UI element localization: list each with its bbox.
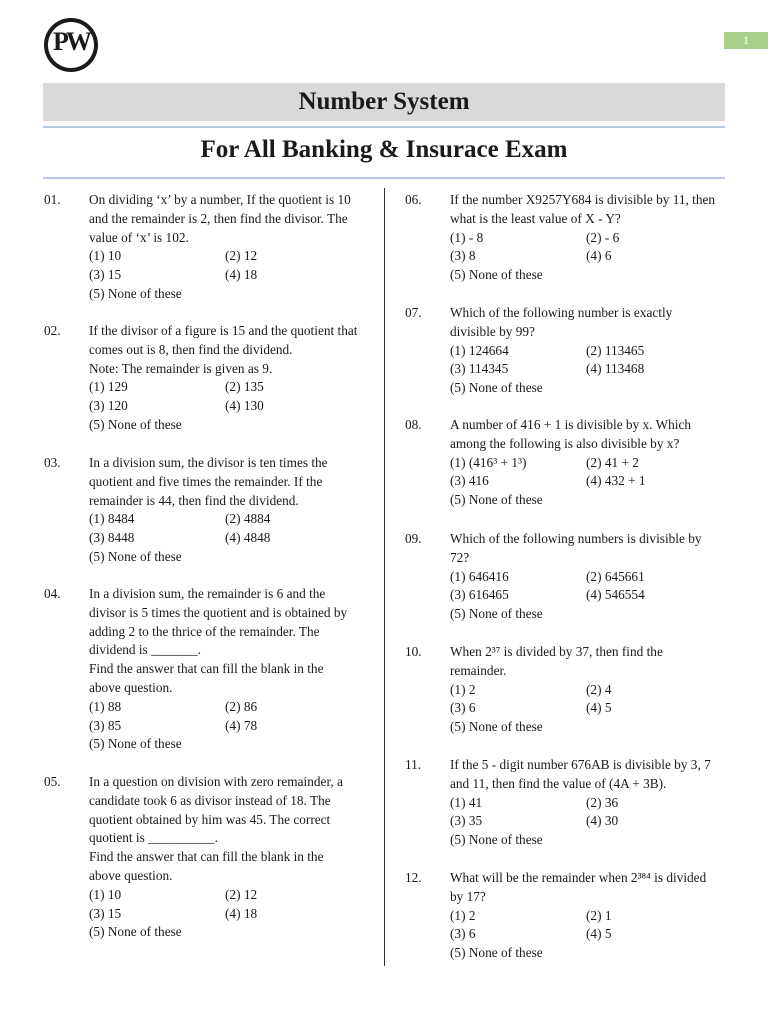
question-text-line: and the remainder is 2, then find the divisor. The	[89, 210, 348, 226]
answer-option: (3) 6	[450, 700, 476, 716]
option-row	[450, 944, 722, 963]
question-number: 02.	[44, 323, 61, 338]
option-row	[89, 397, 361, 416]
answer-options	[89, 378, 361, 434]
answer-option: (4) 5	[586, 700, 612, 716]
answer-option: (5) None of these	[450, 832, 543, 848]
answer-option: (5) None of these	[89, 285, 182, 301]
answer-option: (2) 113465	[586, 342, 645, 358]
question-text-line: On dividing ‘x’ by a number, If the quotient is 10	[89, 192, 351, 207]
question-text-line: In a division sum, the remainder is 6 and the	[89, 586, 326, 601]
answer-option: (1) 2	[450, 907, 476, 923]
option-row	[450, 907, 722, 926]
answer-option: (5) None of these	[89, 924, 182, 940]
question-text-line: by 17?	[450, 888, 486, 904]
option-row	[450, 681, 722, 700]
option-row	[89, 529, 361, 548]
option-row	[89, 548, 361, 567]
option-row	[450, 454, 722, 473]
option-row	[89, 510, 361, 529]
option-row	[450, 491, 722, 510]
answer-option: (5) None of these	[450, 945, 543, 961]
answer-options	[89, 510, 361, 566]
answer-option: (1) 2	[450, 681, 476, 697]
option-row	[89, 717, 361, 736]
option-row	[450, 342, 722, 361]
question-text-line: 72?	[450, 549, 470, 565]
question-text-line: Find the answer that can fill the blank in the	[89, 849, 324, 865]
question-number: 06.	[405, 192, 422, 207]
question-number: 12.	[405, 870, 422, 885]
answer-options	[450, 794, 722, 850]
question-text-line: Which of the following numbers is divisible by	[450, 531, 702, 546]
option-row	[450, 794, 722, 813]
question-text-line: Note: The remainder is given as 9.	[89, 360, 273, 376]
option-row	[89, 247, 361, 266]
answer-option: (2) 1	[586, 907, 612, 923]
question-text-line: A number of 416 + 1 is divisible by x. Which	[450, 417, 692, 432]
option-row	[89, 735, 361, 754]
question-text-line: If the 5 - digit number 676AB is divisible by 3, 7	[450, 757, 711, 772]
option-row	[450, 229, 722, 248]
option-row	[450, 360, 722, 379]
question-body	[450, 756, 722, 850]
option-row	[450, 247, 722, 266]
option-row	[450, 568, 722, 587]
question-number: 05.	[44, 774, 61, 789]
option-row	[89, 698, 361, 717]
answer-options	[450, 568, 722, 624]
question-text-line: If the number X9257Y684 is divisible by 11, then	[450, 192, 716, 207]
answer-option: (4) 18	[225, 267, 258, 283]
answer-options	[450, 229, 722, 285]
answer-option: (3) 15	[89, 267, 122, 283]
question-text-line: quotient obtained by him was 45. The correct	[89, 811, 331, 827]
logo-text: PW	[53, 27, 89, 56]
option-row	[450, 266, 722, 285]
option-row	[450, 605, 722, 624]
question-text-line: above question.	[89, 867, 173, 883]
answer-option: (5) None of these	[89, 548, 182, 564]
option-row	[89, 416, 361, 435]
answer-option: (2) 4	[586, 681, 612, 697]
question-body	[450, 530, 722, 624]
answer-option: (2) - 6	[586, 229, 620, 245]
divider-rule	[43, 126, 725, 128]
answer-option: (1) 129	[89, 379, 128, 395]
question-body	[89, 191, 361, 304]
answer-option: (3) 120	[89, 398, 128, 414]
question-number: 09.	[405, 531, 422, 546]
answer-option: (4) 4848	[225, 530, 271, 546]
answer-option: (3) 85	[89, 717, 122, 733]
option-row	[89, 923, 361, 942]
answer-option: (3) 114345	[450, 361, 509, 377]
question-text-line: quotient is __________.	[89, 830, 218, 846]
question-text-line: remainder is 44, then find the dividend.	[89, 492, 299, 508]
option-row	[89, 886, 361, 905]
question-text-line: What will be the remainder when 2³⁸⁴ is divided	[450, 870, 707, 885]
answer-option: (2) 135	[225, 379, 264, 395]
question-number: 07.	[405, 305, 422, 320]
answer-option: (1) 646416	[450, 568, 509, 584]
option-row	[450, 379, 722, 398]
option-row	[450, 472, 722, 491]
answer-option: (4) 30	[586, 813, 619, 829]
answer-option: (2) 41 + 2	[586, 454, 639, 470]
answer-option: (2) 645661	[586, 568, 645, 584]
answer-option: (1) 8484	[89, 511, 135, 527]
answer-option: (4) 113468	[586, 361, 645, 377]
question-text-line: quotient and five times the remainder. If the	[89, 473, 323, 489]
answer-option: (5) None of these	[450, 719, 543, 735]
option-row	[450, 718, 722, 737]
page-number: 1	[724, 32, 768, 49]
answer-option: (1) 41	[450, 794, 483, 810]
answer-options	[450, 907, 722, 963]
answer-options	[89, 886, 361, 942]
question-text-line: comes out is 8, then find the dividend.	[89, 341, 293, 357]
question-body	[450, 191, 722, 285]
option-row	[89, 378, 361, 397]
answer-option: (4) 6	[586, 248, 612, 264]
question-text-line: above question.	[89, 679, 173, 695]
answer-option: (4) 130	[225, 398, 264, 414]
question-text-line: If the divisor of a figure is 15 and the quotient that	[89, 323, 358, 338]
question-number: 01.	[44, 192, 61, 207]
answer-option: (4) 5	[586, 926, 612, 942]
question-text-line: adding 2 to the thrice of the remainder. The	[89, 623, 320, 639]
answer-option: (3) 15	[89, 905, 122, 921]
question-text-line: candidate took 6 as divisor instead of 18. The	[89, 792, 331, 808]
answer-option: (4) 432 + 1	[586, 473, 646, 489]
answer-option: (5) None of these	[89, 416, 182, 432]
option-row	[89, 905, 361, 924]
question-number: 11.	[405, 757, 422, 772]
answer-option: (5) None of these	[450, 267, 543, 283]
question-body	[450, 416, 722, 510]
answer-option: (3) 35	[450, 813, 483, 829]
option-row	[450, 925, 722, 944]
question-text-line: among the following is also divisible by x?	[450, 435, 680, 451]
question-text-line: In a division sum, the divisor is ten times the	[89, 455, 328, 470]
page-subtitle: For All Banking & Insurace Exam	[200, 136, 568, 163]
answer-option: (4) 18	[225, 905, 258, 921]
answer-options	[450, 342, 722, 398]
answer-option: (3) 616465	[450, 587, 509, 603]
answer-option: (4) 78	[225, 717, 258, 733]
answer-option: (3) 8448	[89, 530, 135, 546]
answer-option: (2) 12	[225, 248, 258, 264]
question-body	[89, 585, 361, 754]
answer-options	[89, 698, 361, 754]
answer-option: (5) None of these	[450, 606, 543, 622]
question-text-line: When 2³⁷ is divided by 37, then find the	[450, 644, 663, 659]
question-text-line: and 11, then find the value of (4A + 3B).	[450, 775, 667, 791]
answer-options	[89, 247, 361, 303]
question-body	[89, 322, 361, 435]
question-text-line: divisor is 5 times the quotient and is obtained by	[89, 604, 348, 620]
question-text-line: In a question on division with zero remainder, a	[89, 774, 343, 789]
option-row	[450, 812, 722, 831]
answer-option: (5) None of these	[450, 380, 543, 396]
answer-option: (2) 4884	[225, 511, 271, 527]
question-body	[89, 773, 361, 942]
answer-option: (3) 416	[450, 473, 489, 489]
page-title: Number System	[43, 83, 725, 121]
answer-options	[450, 681, 722, 737]
option-row	[450, 699, 722, 718]
answer-option: (5) None of these	[450, 492, 543, 508]
question-text-line: dividend is _______.	[89, 642, 201, 658]
question-body	[450, 869, 722, 963]
answer-option: (3) 6	[450, 926, 476, 942]
answer-option: (2) 12	[225, 886, 258, 902]
question-body	[89, 454, 361, 567]
question-text-line: divisible by 99?	[450, 323, 535, 339]
answer-option: (1) (416³ + 1³)	[450, 454, 527, 470]
divider-rule	[43, 177, 725, 179]
option-row	[89, 266, 361, 285]
option-row	[450, 831, 722, 850]
question-number: 10.	[405, 644, 422, 659]
question-text-line: Find the answer that can fill the blank in the	[89, 661, 324, 677]
option-row	[89, 285, 361, 304]
pw-logo	[44, 18, 98, 72]
question-number: 03.	[44, 455, 61, 470]
answer-option: (5) None of these	[89, 736, 182, 752]
option-row	[450, 586, 722, 605]
question-text-line: remainder.	[450, 662, 507, 678]
answer-option: (2) 36	[586, 794, 619, 810]
answer-option: (2) 86	[225, 698, 258, 714]
answer-option: (4) 546554	[586, 587, 645, 603]
answer-option: (1) - 8	[450, 229, 484, 245]
answer-option: (1) 10	[89, 886, 122, 902]
question-body	[450, 304, 722, 398]
question-number: 08.	[405, 417, 422, 432]
question-body	[450, 643, 722, 737]
answer-options	[450, 454, 722, 510]
answer-option: (1) 88	[89, 698, 122, 714]
question-text-line: Which of the following number is exactly	[450, 305, 673, 320]
column-divider	[384, 188, 385, 966]
question-text-line: what is the least value of X - Y?	[450, 210, 621, 226]
question-number: 04.	[44, 586, 61, 601]
question-text-line: value of ‘x’ is 102.	[89, 229, 189, 245]
answer-option: (1) 10	[89, 248, 122, 264]
answer-option: (1) 124664	[450, 342, 509, 358]
answer-option: (3) 8	[450, 248, 476, 264]
